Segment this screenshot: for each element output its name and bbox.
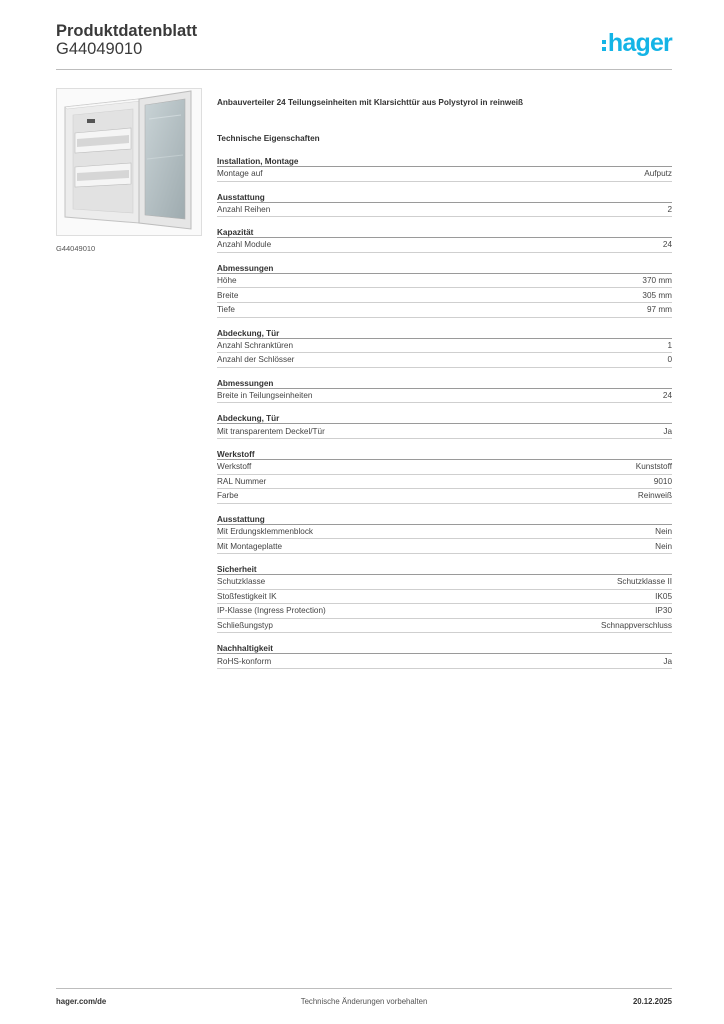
property-row xyxy=(217,525,672,540)
property-group-title: Abmessungen xyxy=(217,263,672,274)
property-label: Farbe xyxy=(217,491,239,501)
page-header xyxy=(56,20,672,70)
property-value: IK05 xyxy=(655,591,672,601)
property-label: Stoßfestigkeit IK xyxy=(217,591,277,601)
property-row xyxy=(217,203,672,218)
property-label: Werkstoff xyxy=(217,462,252,472)
property-group xyxy=(217,514,672,554)
property-group-title: Ausstattung xyxy=(217,192,672,203)
property-label: Montage auf xyxy=(217,169,263,179)
property-group-title: Installation, Montage xyxy=(217,156,672,167)
property-label: Höhe xyxy=(217,276,237,286)
property-row xyxy=(217,460,672,475)
property-row xyxy=(217,303,672,318)
footer-date: 20.12.2025 xyxy=(632,997,672,1006)
distribution-board-illustration xyxy=(57,89,201,235)
property-value: Ja xyxy=(663,426,672,436)
property-group xyxy=(217,156,672,182)
property-group xyxy=(217,227,672,253)
property-group-title: Ausstattung xyxy=(217,514,672,525)
footer-website: hager.com/de xyxy=(56,997,107,1006)
property-group-title: Abdeckung, Tür xyxy=(217,328,672,339)
property-label: Anzahl Reihen xyxy=(217,204,271,214)
property-label: Breite in Teilungseinheiten xyxy=(217,391,313,401)
property-group-title: Abdeckung, Tür xyxy=(217,413,672,424)
property-group-title: Abmessungen xyxy=(217,378,672,389)
property-row xyxy=(217,539,672,554)
property-group xyxy=(217,449,672,504)
property-groups xyxy=(217,156,672,669)
property-group xyxy=(217,564,672,633)
technical-properties-title: Technische Eigenschaften xyxy=(217,134,320,143)
property-row xyxy=(217,288,672,303)
property-label: Anzahl Module xyxy=(217,240,272,250)
product-content xyxy=(217,96,672,669)
property-value: 9010 xyxy=(653,476,672,486)
property-row xyxy=(217,424,672,439)
property-row xyxy=(217,353,672,368)
property-row xyxy=(217,238,672,253)
logo-text: hager xyxy=(607,28,672,57)
property-row xyxy=(217,590,672,605)
property-label: RoHS-konform xyxy=(217,656,272,666)
property-value: 0 xyxy=(667,355,672,365)
property-label: IP-Klasse (Ingress Protection) xyxy=(217,606,326,616)
property-value: IP30 xyxy=(655,606,672,616)
footer-disclaimer: Technische Änderungen vorbehalten xyxy=(300,997,428,1006)
property-row xyxy=(217,575,672,590)
property-row xyxy=(217,274,672,289)
property-group xyxy=(217,328,672,368)
property-label: Breite xyxy=(217,290,239,300)
property-label: Tiefe xyxy=(217,305,235,315)
property-group xyxy=(217,413,672,439)
page-title: Produktdatenblatt xyxy=(56,22,198,40)
property-value: 370 mm xyxy=(642,276,672,286)
property-group-title: Sicherheit xyxy=(217,564,672,575)
property-label: Mit Erdungsklemmenblock xyxy=(217,527,314,537)
property-value: Ja xyxy=(663,656,672,666)
property-value: 1 xyxy=(667,340,672,350)
property-value: Reinweiß xyxy=(637,491,672,501)
property-group xyxy=(217,643,672,669)
property-label: Mit transparentem Deckel/Tür xyxy=(217,426,325,436)
product-image-caption: G44049010 xyxy=(56,244,96,253)
property-label: Mit Montageplatte xyxy=(217,541,283,551)
property-label: Schließungstyp xyxy=(217,620,273,630)
property-label: Anzahl Schranktüren xyxy=(217,340,294,350)
property-value: Kunststoff xyxy=(635,462,672,472)
logo-colon-icon xyxy=(602,40,606,51)
property-row xyxy=(217,167,672,182)
hager-logo xyxy=(582,28,672,58)
property-value: 2 xyxy=(667,204,672,214)
property-value: Nein xyxy=(655,527,672,537)
property-group xyxy=(217,263,672,318)
property-label: RAL Nummer xyxy=(217,476,267,486)
property-row xyxy=(217,339,672,354)
property-row xyxy=(217,604,672,619)
property-label: Anzahl der Schlösser xyxy=(217,355,295,365)
property-value: Nein xyxy=(655,541,672,551)
property-group xyxy=(217,378,672,404)
property-row xyxy=(217,619,672,634)
property-row xyxy=(217,475,672,490)
property-value: 24 xyxy=(662,391,672,401)
property-value: 305 mm xyxy=(642,290,672,300)
property-group xyxy=(217,192,672,218)
property-value: Aufputz xyxy=(644,169,672,179)
property-value: 24 xyxy=(662,240,672,250)
product-number: G44049010 xyxy=(56,40,143,58)
property-row xyxy=(217,489,672,504)
property-group-title: Werkstoff xyxy=(217,449,672,460)
property-group-title: Nachhaltigkeit xyxy=(217,643,672,654)
property-value: Schnappverschluss xyxy=(601,620,672,630)
product-description: Anbauverteiler 24 Teilungseinheiten mit Klarsichttür aus Polystyrol in reinweiß xyxy=(217,98,524,107)
property-value: 97 mm xyxy=(646,305,672,315)
property-row xyxy=(217,654,672,669)
property-label: Schutzklasse xyxy=(217,577,266,587)
property-row xyxy=(217,389,672,404)
property-group-title: Kapazität xyxy=(217,227,672,238)
product-image xyxy=(56,88,202,236)
property-value: Schutzklasse II xyxy=(616,577,672,587)
page-footer xyxy=(56,988,672,1008)
